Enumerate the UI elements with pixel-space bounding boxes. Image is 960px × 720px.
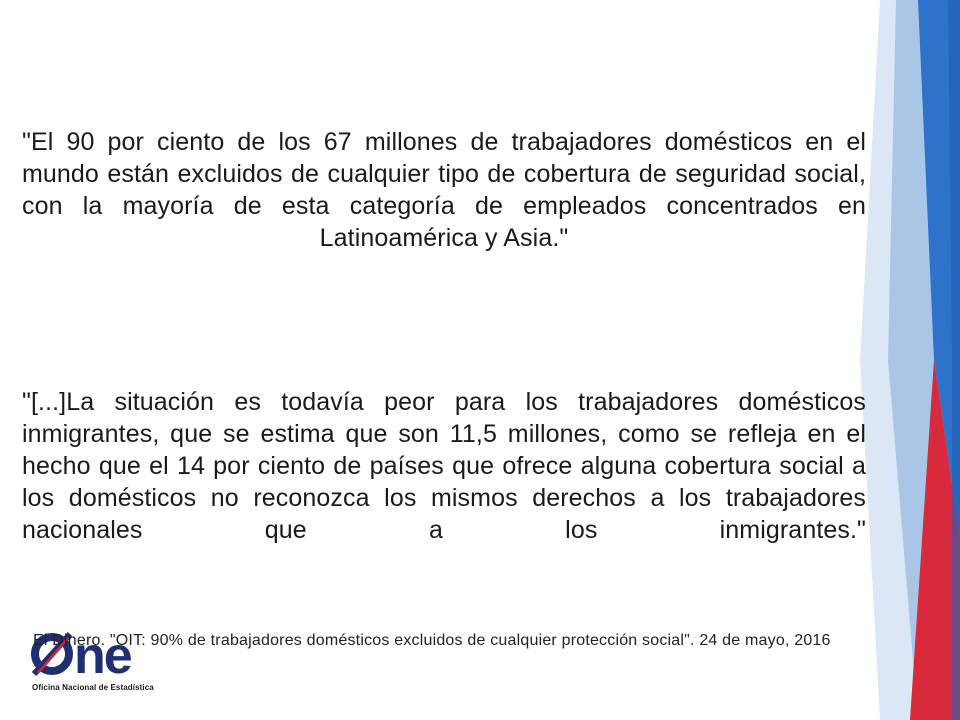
decorative-side-band: [860, 0, 960, 720]
quote-immigrant-workers: "[...]La situación es todavía peor para los trabajadores domésticos inmigrantes, que se estima que son 11,5 millones, como se refleja en el hecho que el 14 por ciento de países que ofrece alguna cobertura social a los domésticos no reconozca los mismos derechos a los trabajadores nacionales que a los inmigrantes.": [22, 388, 866, 544]
quote-oit-statistic: "El 90 por ciento de los 67 millones de trabajadores domésticos en el mundo están excluidos de cualquier tipo de cobertura de seguridad social, con la mayoría de esta categoría de empleados concentrados en Latinoamérica y Asia.": [22, 128, 866, 252]
citation-source: El Dinero. "OIT: 90% de trabajadores domésticos excluidos de cualquier protección social". 24 de mayo, 2016: [33, 632, 831, 649]
one-logo-letters: ne: [74, 627, 131, 680]
one-logo-tagline: Oficina Nacional de Estadística: [32, 683, 154, 692]
